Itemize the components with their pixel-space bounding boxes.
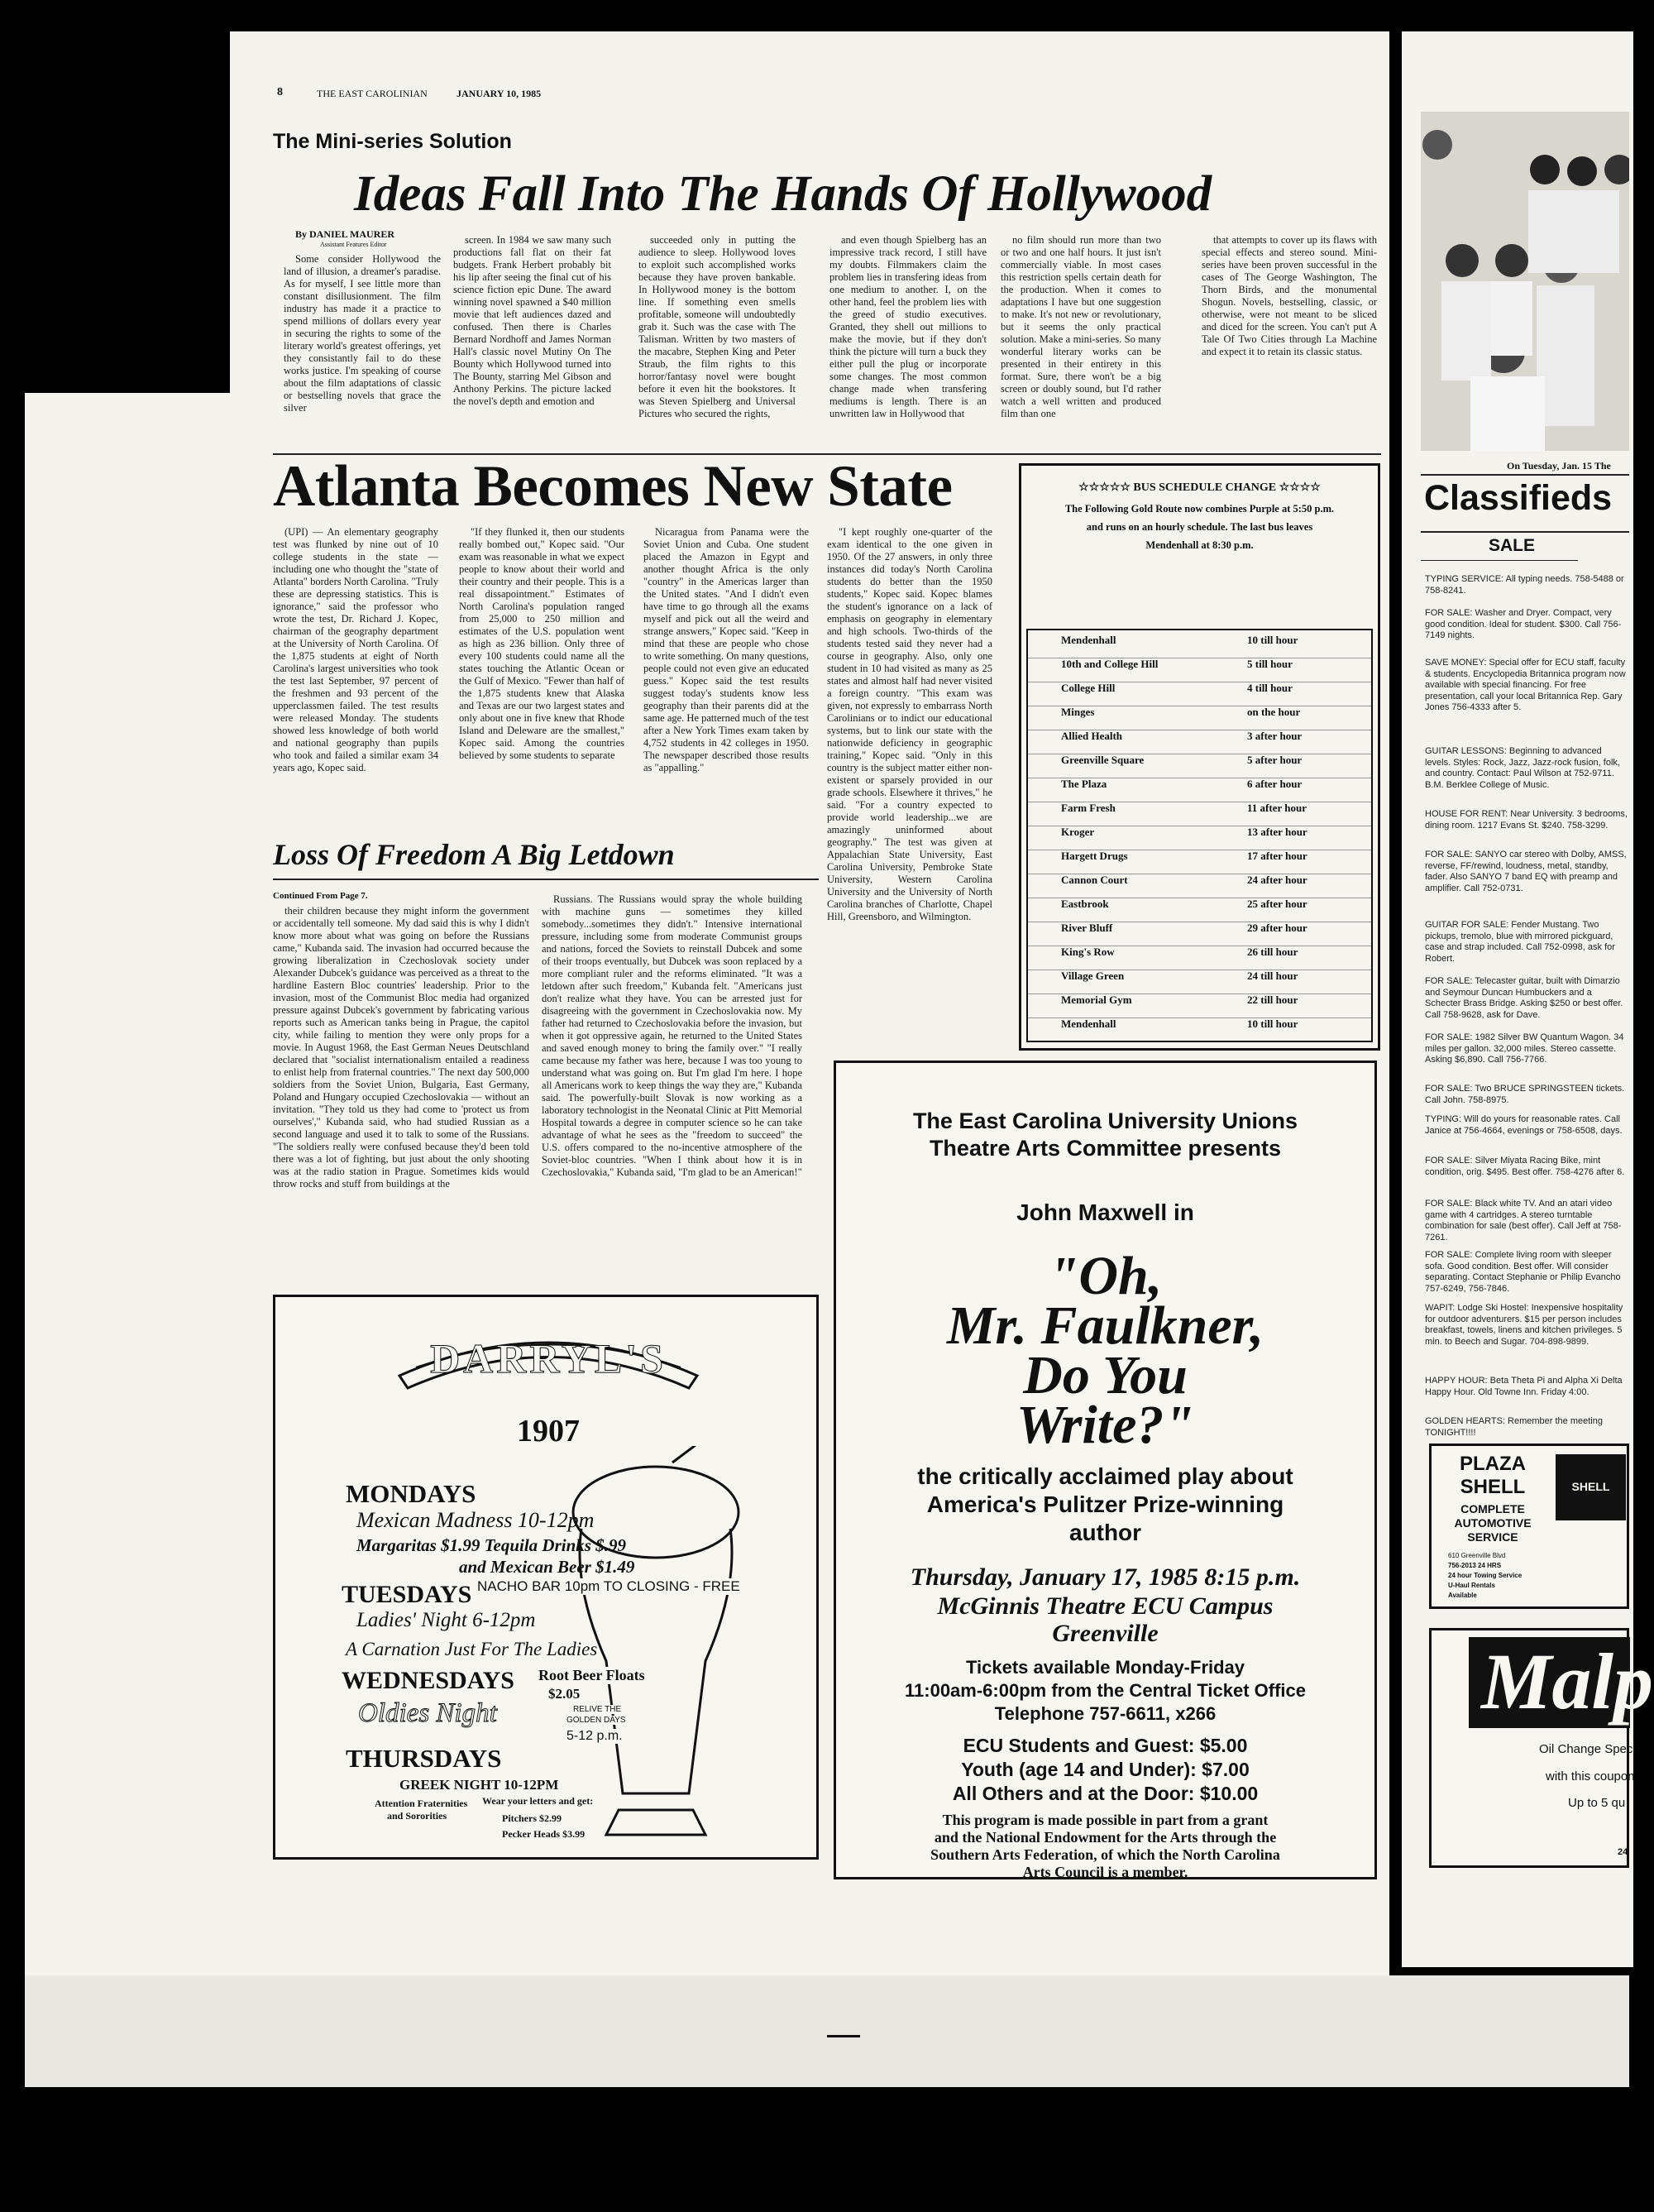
tickets-2: 11:00am-6:00pm from the Central Ticket Office [905,1680,1306,1701]
tuesdays-line-2: A Carnation Just For The Ladies [346,1639,598,1659]
atlanta-headline: Atlanta Becomes New State [273,454,953,519]
pecker-heads-price: Pecker Heads $3.99 [502,1828,586,1840]
tickets-1: Tickets available Monday-Friday [965,1657,1245,1678]
bus-row: Eastbrook 25 after hour [1028,898,1371,922]
play-desc-3: author [1068,1520,1142,1545]
oldies-night: Oldies Night [358,1698,497,1728]
shell-line-2: SHELL [1460,1476,1526,1498]
atlanta-col-4: "I kept roughly one-quarter of the exam identical to the one given in 1950. Of the 27 answers, in only three instances did today's North Carolina students do better than the 1950 students," Kopec said. Kopec blames the student's ignorance on a lack of emphasis on geography in elementary and high schools. Two-thirds of the students tested said they never had a course in geography. Also, only one student in 10 had visited as many as 25 states and almost half had never visited a foreign country. "This exam was given, not expressly to embarrass North Carolinians or to indict our educational systems, but to link our state with the nationwide deficiency in geographic training," Kopec said. "Only in this country is the subject matter either non-existent or sparsely provided in our grade schools. Elsewhere it thrives," he said. "For a country expected to provide world leadership...we are amazingly uninformed about geography." The test was given at Appalachian State University, East Carolina University, Pembroke State University, Western Carolina University and the University of North Carolina branches of Charlotte, Chapel Hill, Greensboro, and Wilmington. [827,526,992,922]
theatre-line-2: Theatre Arts Committee presents [929,1136,1282,1161]
atlanta-col-2: "If they flunked it, then our students really bombed out," Kopec said. "Our exam was reasonable in what we expect people to know about their world and their country and their people. This is a real dissapointment." Estimates of North Carolina's population ranged from 25,000 to 250 million and estimates of the U.S. population went as high as 236 billion. Only three of every 100 students could name all the states touching the Atlantic Ocean or the Gulf of Mexico. "Fewer than half of the 1,875 students knew that Alaska and Texas are our two largest states and only about one in five knew that Rhode Island and Deleware are the smallest," Kopec said. Among the countries believed by some students to separate [459,526,624,761]
bus-row: Allied Health 3 after hour [1028,730,1371,754]
mondays-line-3: and Mexican Beer $1.49 [459,1557,635,1577]
play-title-1: "Oh, [1048,1246,1163,1306]
bus-schedule-box [1019,463,1380,1051]
plaza-shell-ad [1429,1444,1629,1609]
shell-logo [1556,1454,1626,1520]
classified-ad: WAPIT: Lodge Ski Hostel: Inexpensive hospitality for outdoor adventurers. $15 per person includes breakfast, towels, linens and kitchen privileges. 5 min. to Beech and Sugar. 704-898-9899. [1425,1303,1623,1347]
paper-name: THE EAST CAROLINIAN [317,88,428,99]
classified-ad: FOR SALE: SANYO car stereo with Dolby, AMSS, reverse, FF/rewind, loudness, metal, standby, fader. Also SANYO 7 band EQ with preamp and amplifier. Call 752-0731. [1425,850,1627,893]
classified-ad: GUITAR LESSONS: Beginning to advanced levels. Styles: Rock, Jazz, Jazz-rock fusion, folk, and country. Contact: Paul Wilson at 752-9711. B.M. Berklee College of Music. [1425,746,1620,790]
freedom-rule [273,879,819,880]
left-page-edge [25,393,230,1981]
tuesdays-line-1: Ladies' Night 6-12pm [356,1609,536,1631]
bottom-marks [827,2035,860,2037]
byline: By DANIEL MAURER [295,228,395,240]
bottom-strip [25,1975,1629,2087]
wednesdays: WEDNESDAYS [342,1667,514,1694]
bus-row: The Plaza 6 after hour [1028,778,1371,802]
hollywood-headline: Ideas Fall Into The Hands Of Hollywood [354,166,1212,222]
sale-heading: SALE [1489,536,1536,555]
freedom-headline: Loss Of Freedom A Big Letdown [273,838,675,871]
right-rule [1421,474,1629,476]
golden-days: GOLDEN DAYS [566,1716,626,1725]
grant-note-4: Arts Council is a member. [1022,1864,1188,1880]
hollywood-col-2: screen. In 1984 we saw many such productions fall flat on their fat budgets. Frank Herbert probably bit his lip after seeing the final cut of his science fiction epic Dune. The award winning novel spawned a $40 million movie that left audiences dazed and confused. Then there is Charles Bernard Nordhoff and James Norman Hall's classic novel Mutiny On The Bounty which Hollywood turned into The Bounty, starring Mel Gibson and Anthony Perkins. The picture lacked the novel's depth and emotion and [453,234,611,407]
mondays-line-1: Mexican Madness 10-12pm [356,1508,595,1532]
atlanta-col-3: Nicaragua from Panama were the Soviet Union and Cuba. One student placed the Amazon in Egypt and another thought Africa is the only "country" in the Americas larger than the United states. "And I didn't even have time to go through all the exams myself and pick out all the weird and strange answers," Kopec said. "Keep in mind that these are people who chose to write something. On many questions, people could not even give an educated guess." Kopec said the test results suggest today's students know less geography than their parents did at the same age. He patterned much of the test after a New York Times exam taken by 4,752 students in 42 colleges in 1950. The newspaper described those results as "appalling." [643,526,809,773]
bus-row: River Bluff 29 after hour [1028,922,1371,946]
shell-line-1: PLAZA [1460,1453,1526,1475]
shell-address-4: U-Haul Rentals [1448,1582,1495,1589]
right-header-text: THE EAST CAROLINIAN [1424,85,1526,95]
classified-ad: GOLDEN HEARTS: Remember the meeting TONIGHT!!!! [1425,1416,1603,1438]
shell-line-4: AUTOMOTIVE [1454,1516,1532,1530]
classified-ad: FOR SALE: Black white TV. And an atari video game with 4 cartridges. A stereo turntable combination for sale (best offer). Call Jeff at 758-7261. [1425,1199,1622,1242]
oil-change-1: Oil Change Speci [1539,1742,1636,1756]
bus-row: Village Green 24 till hour [1028,970,1371,994]
floats-price: $2.05 [548,1686,581,1702]
classified-ad: TYPING: Will do yours for reasonable rates. Call Janice at 756-4664, evenings or 758-6508, days. [1425,1114,1623,1136]
wear-letters: Wear your letters and get: [482,1795,594,1807]
hollywood-col-6: that attempts to cover up its flaws with special effects and stereo sound. Mini-series have been proven successful in the cases of The George Washington, The Thorn Birds, and the monumental Shogun. Novels, bestselling, classic, or otherwise, were not meant to be sliced and diced for the screen. You can't put A Tale Of Two Cities through La Machine and expect it to retain its classic status. [1202,234,1377,357]
tickets-3: Telephone 757-6611, x266 [994,1703,1217,1724]
darryls-name: DARRYL'S [430,1335,667,1381]
bus-intro-3: Mendenhall at 8:30 p.m. [1145,539,1254,551]
shell-address-1: 610 Greenville Blvd [1448,1552,1506,1559]
tuesdays: TUESDAYS [342,1581,472,1608]
and-sororities: and Sororities [387,1810,447,1822]
group-photo [1421,112,1629,451]
classified-ad: FOR SALE: Silver Miyata Racing Bike, mint condition, orig. $495. Best offer. 758-4276 after 6. [1425,1156,1625,1177]
hollywood-col-1: Some consider Hollywood the land of illusion, a dreamer's paradise. As for myself, I see little more than constant disillusionment. The film industry has made it a practice to spend millions of dollars every year in securing the rights to some of the literary world's greatest offerings, yet they consistantly fail to do these works justice. I'm speaking of course about the film adaptations of classic or bestselling novels that grace the silver [284,253,441,414]
bus-row: Memorial Gym 22 till hour [1028,993,1371,1018]
classified-ad: SAVE MONEY: Special offer for ECU staff, faculty & students. Encyclopedia Britannica program now available with special financing. For free presentation, call your local Britannica Rep. Gary Jones 756-4333 after 5. [1425,658,1626,712]
kicker: The Mini-series Solution [273,130,512,153]
bus-row: Mendenhall 10 till hour [1028,634,1371,658]
classifieds-rule [1421,531,1629,533]
page-number: 8 [277,86,283,98]
sale-rule [1421,560,1578,561]
bus-row: Farm Fresh 11 after hour [1028,802,1371,826]
price-3: All Others and at the Door: $10.00 [952,1783,1259,1804]
classified-ad: FOR SALE: Telecaster guitar, built with Dimarzio and Seymour Duncan Humbuckers and a Schecter Brass Bridge. Asking $250 or best offer. Call 758-9628, ask for Dave. [1425,976,1623,1020]
oldies-hours: 5-12 p.m. [566,1729,623,1743]
shell-logo-text: SHELL [1571,1480,1610,1493]
header-date: JANUARY 10, 1985 [457,88,542,99]
photo-caption: On Tuesday, Jan. 15 The [1507,460,1611,472]
bus-intro-2: and runs on an hourly schedule. The last bus leaves [1086,521,1313,533]
byline-title: Assistant Features Editor [320,241,387,248]
mondays: MONDAYS [346,1479,476,1508]
play-title-4: Write?" [1016,1395,1195,1455]
bus-row: College Hill 4 till hour [1028,682,1371,706]
classified-ad: FOR SALE: Washer and Dryer. Compact, very good condition. Ideal for student. $300. Call 756-7149 nights. [1425,608,1622,640]
bus-row: 10th and College Hill 5 till hour [1028,658,1371,682]
shell-address-3: 24 hour Towing Service [1448,1572,1523,1579]
classified-ad: FOR SALE: Two BRUCE SPRINGSTEEN tickets. Call John. 758-8975. [1425,1084,1625,1105]
right-page-number: 24 [1618,1847,1628,1857]
play-desc-2: America's Pulitzer Prize-winning [926,1491,1284,1517]
photo-figures [1421,112,1629,451]
continued-note: Continued From Page 7. [273,891,368,901]
classified-ad: FOR SALE: 1982 Silver BW Quantum Wagon. 34 miles per gallon. 32,000 miles. Stereo cassette. Asking $6,890. Call 756-7766. [1425,1032,1624,1065]
play-desc-1: the critically acclaimed play about [917,1463,1293,1489]
play-title-2: Mr. Faulkner, [946,1295,1264,1356]
bus-title: ☆☆☆☆☆ BUS SCHEDULE CHANGE ☆☆☆☆ [1078,481,1321,494]
root-beer-floats: Root Beer Floats [538,1667,645,1683]
hollywood-col-4: and even though Spielberg has an impressive track record, I still have my doubts. Filmmakers claim the problem lies in transfering ideas from one medium to another. I, on the other hand, feel the problem lies with the greed of studio executives. Granted, they shell out millions to make the movie, but if they don't think the picture will turn a buck they either pull the plug or incorporate some changes. The most common change made when transfering mediums is length. There is an unwritten law in Hollywood that [829,234,987,419]
bus-intro-1: The Following Gold Route now combines Purple at 5:50 p.m. [1064,503,1335,515]
classified-ad: HAPPY HOUR: Beta Theta Pi and Alpha Xi Delta Happy Hour. Old Towne Inn. Friday 4:00. [1425,1376,1623,1397]
nacho-bar: NACHO BAR 10pm TO CLOSING - FREE [477,1578,740,1594]
grant-note-2: and the National Endowment for the Arts through the [934,1829,1277,1846]
theatre-ad [834,1061,1377,1879]
theatre-line-1: The East Carolina University Unions [912,1108,1298,1133]
malp-logo: Malp [1481,1637,1654,1726]
bus-row: Mendenhall 10 till hour [1061,1017,1298,1030]
greek-night: GREEK NIGHT 10-12PM [399,1777,559,1793]
freedom-col-2: Russians. The Russians would spray the whole building with machine guns — sometimes they killed somebody...sometimes they didn't." Intensive international pressure, including some from moderate Communist groups and nations, forced the Soviets to reinstall Dubcek and some of their troops eventually, but Dubcek was soon replaced by a more compliant ruler and the reforms eliminated. "It was a letdown after such freedom," Kubanda felt. "Americans just don't realize what they have. You can be arrested just for disagreeing with the government in Czechoslovakia now. My father had returned to Czechoslovakia before the invasion, but when it got oppressive again, he returned to the United States and saved enough money to bring the family over." "I really came because my father was here, because I was too young to understand what was going on. But I'm glad I'm here. I hope all Americans work to keep things the way they are," Kubanda said. The powerfully-built Slovak is now working as a laboratory technologist in the Neonatal Clinic at Pitt Memorial Hospital towards a degree in computer science so he can take advantage of what he sees as the "freedom to succeed" the U.S. offers compared to the no-incentive atmosphere of the Soviet-bloc countries. "When I think about how it is in Czechoslovakia," Kubanda said, "I'm glad to be an American!" [542,893,802,1178]
price-2: Youth (age 14 and Under): $7.00 [961,1759,1250,1780]
play-venue-2: Greenville [1052,1620,1159,1647]
shell-address-2: 756-2013 24 HRS [1448,1562,1502,1569]
thursdays: THURSDAYS [346,1744,502,1773]
shell-line-3: COMPLETE [1460,1502,1525,1515]
freedom-col-1: their children because they might inform the government or accidentally tell someone. My dad said this is why I didn't know more about what was going on before the Russians came," Kubanda said. The invasion had occurred because the growing liberalization in Czechoslovak society under Alexander Dubcek's guidance was perceived as a threat to the hardline Eastern Bloc countries' leadership. Prior to the invasion, most of the Communist Bloc media had organized pressure against Dubcek's government by fabricating various reports such as American tanks being in Prague, the capitol city, while failing to mention they were only props for a movie. In August 1968, the East German Neues Deutschland declared that "socialist internationalism entailed a readiness to enlist help from fraternal countries." The next day 500,000 soldiers from the Soviet Union, Bulgaria, East Germany, Poland and Hungary occupied Czechoslovakia — without an invitation. "They told us they had come to 'protect us from ourselves'," Kubanda said, who had studied Russian as a second language and used it to talk to some of the Russians. "The soldiers really were confused because they'd been told there was a lot of fighting, but just about the only shooting was at the radio station in Prague. Sometimes kids would throw rocks and stuff from buildings at the [273,905,529,1190]
darryls-year: 1907 [517,1414,580,1448]
oil-change-3: Up to 5 qu [1568,1796,1626,1810]
attention-fraternities: Attention Fraternities [375,1798,468,1809]
bus-row: King's Row 26 till hour [1028,946,1371,970]
classified-ad: TYPING SERVICE: All typing needs. 758-5488 or 758-8241. [1425,574,1624,596]
bus-row: Cannon Court 24 after hour [1028,874,1371,898]
pitchers-price: Pitchers $2.99 [502,1812,562,1824]
bus-row: Kroger 13 after hour [1028,826,1371,850]
price-1: ECU Students and Guest: $5.00 [963,1735,1248,1756]
bus-row: Hargett Drugs 17 after hour [1028,850,1371,874]
bus-row: Greenville Square 5 after hour [1028,754,1371,778]
hollywood-col-5: no film should run more than two or two and one half hours. It just isn't commercially viable. In most cases this restriction spells certain death for the production. When it comes to adaptations I have but one suggestion to make. It's not new or revolutionary, but it seems the only practical solution. Make a mini-series. So many wonderful literary works can be presented in their entirety in this format. Sure, there won't be a big screen or doubly sound, but I'd rather watch a well written and produced film than one [1001,234,1161,419]
classifieds-heading: Classifieds [1424,478,1613,518]
play-venue-1: McGinnis Theatre ECU Campus [937,1592,1274,1620]
malp-ad [1429,1628,1654,1868]
classified-ad: FOR SALE: Complete living room with sleeper sofa. Good condition. Best offer. Will consider separating. Contact Stephanie or Philip Evancho 757-6249, 756-7846. [1425,1250,1621,1294]
mondays-line-2: Margaritas $1.99 Tequila Drinks $.99 [356,1535,626,1555]
atlanta-col-1: (UPI) — An elementary geography test was flunked by nine out of 10 college students in the state — including one who thought the "state of Atlanta" borders North Carolina. "Truly these are depressing statistics. This is ignorance," said the professor who wrote the test, Dr. Richard J. Kopec, chairman of the geography department at the University of North Carolina. Of the 1,875 students at eight of North Carolina's largest universities who took the test last September, 97 percent of the freshmen and 93 percent of the upperclassmen failed. The test results were released Monday. The students showed less knowledge of both world and national geography than pupils who took and failed a similar exam 34 years ago, Kopec said. [273,526,438,773]
bus-row: Minges on the hour [1028,706,1371,730]
relive-the: RELIVE THE [573,1705,622,1714]
oil-change-2: with this coupon [1546,1769,1635,1783]
play-title-3: Do You [1023,1345,1188,1405]
play-date: Thursday, January 17, 1985 8:15 p.m. [910,1563,1301,1591]
presenter: John Maxwell in [1016,1199,1194,1225]
shell-line-5: SERVICE [1467,1530,1518,1544]
shell-address-5: Available [1448,1592,1477,1599]
classified-ad: GUITAR FOR SALE: Fender Mustang. Two pickups, tremolo, blue with mirrored pickguard, case and strap included. Call 752-0998, ask for Robert. [1425,920,1615,964]
grant-note-3: Southern Arts Federation, of which the North Carolina [930,1846,1280,1863]
darryls-ad [273,1295,819,1860]
hollywood-col-3: succeeded only in putting the audience to sleep. Hollywood loves to exploit such accomplished works because they have proven bankable. In Hollywood money is the bottom line. If something even smells profitable, someone will undoubtedly grab it. Such was the case with The Talisman. Written by two masters of the macabre, Stephen King and Peter Straub, the film rights to this horror/fantasy novel were bought before it even hit the bookstores. It was Steven Spielberg and Universal Pictures who secured the rights, [638,234,796,419]
bus-table [1026,629,1373,1042]
grant-note-1: This program is made possible in part from a grant [942,1812,1269,1828]
classified-ad: HOUSE FOR RENT: Near University. 3 bedrooms, dining room. 1217 Evans St. $240. 758-3299. [1425,809,1628,831]
